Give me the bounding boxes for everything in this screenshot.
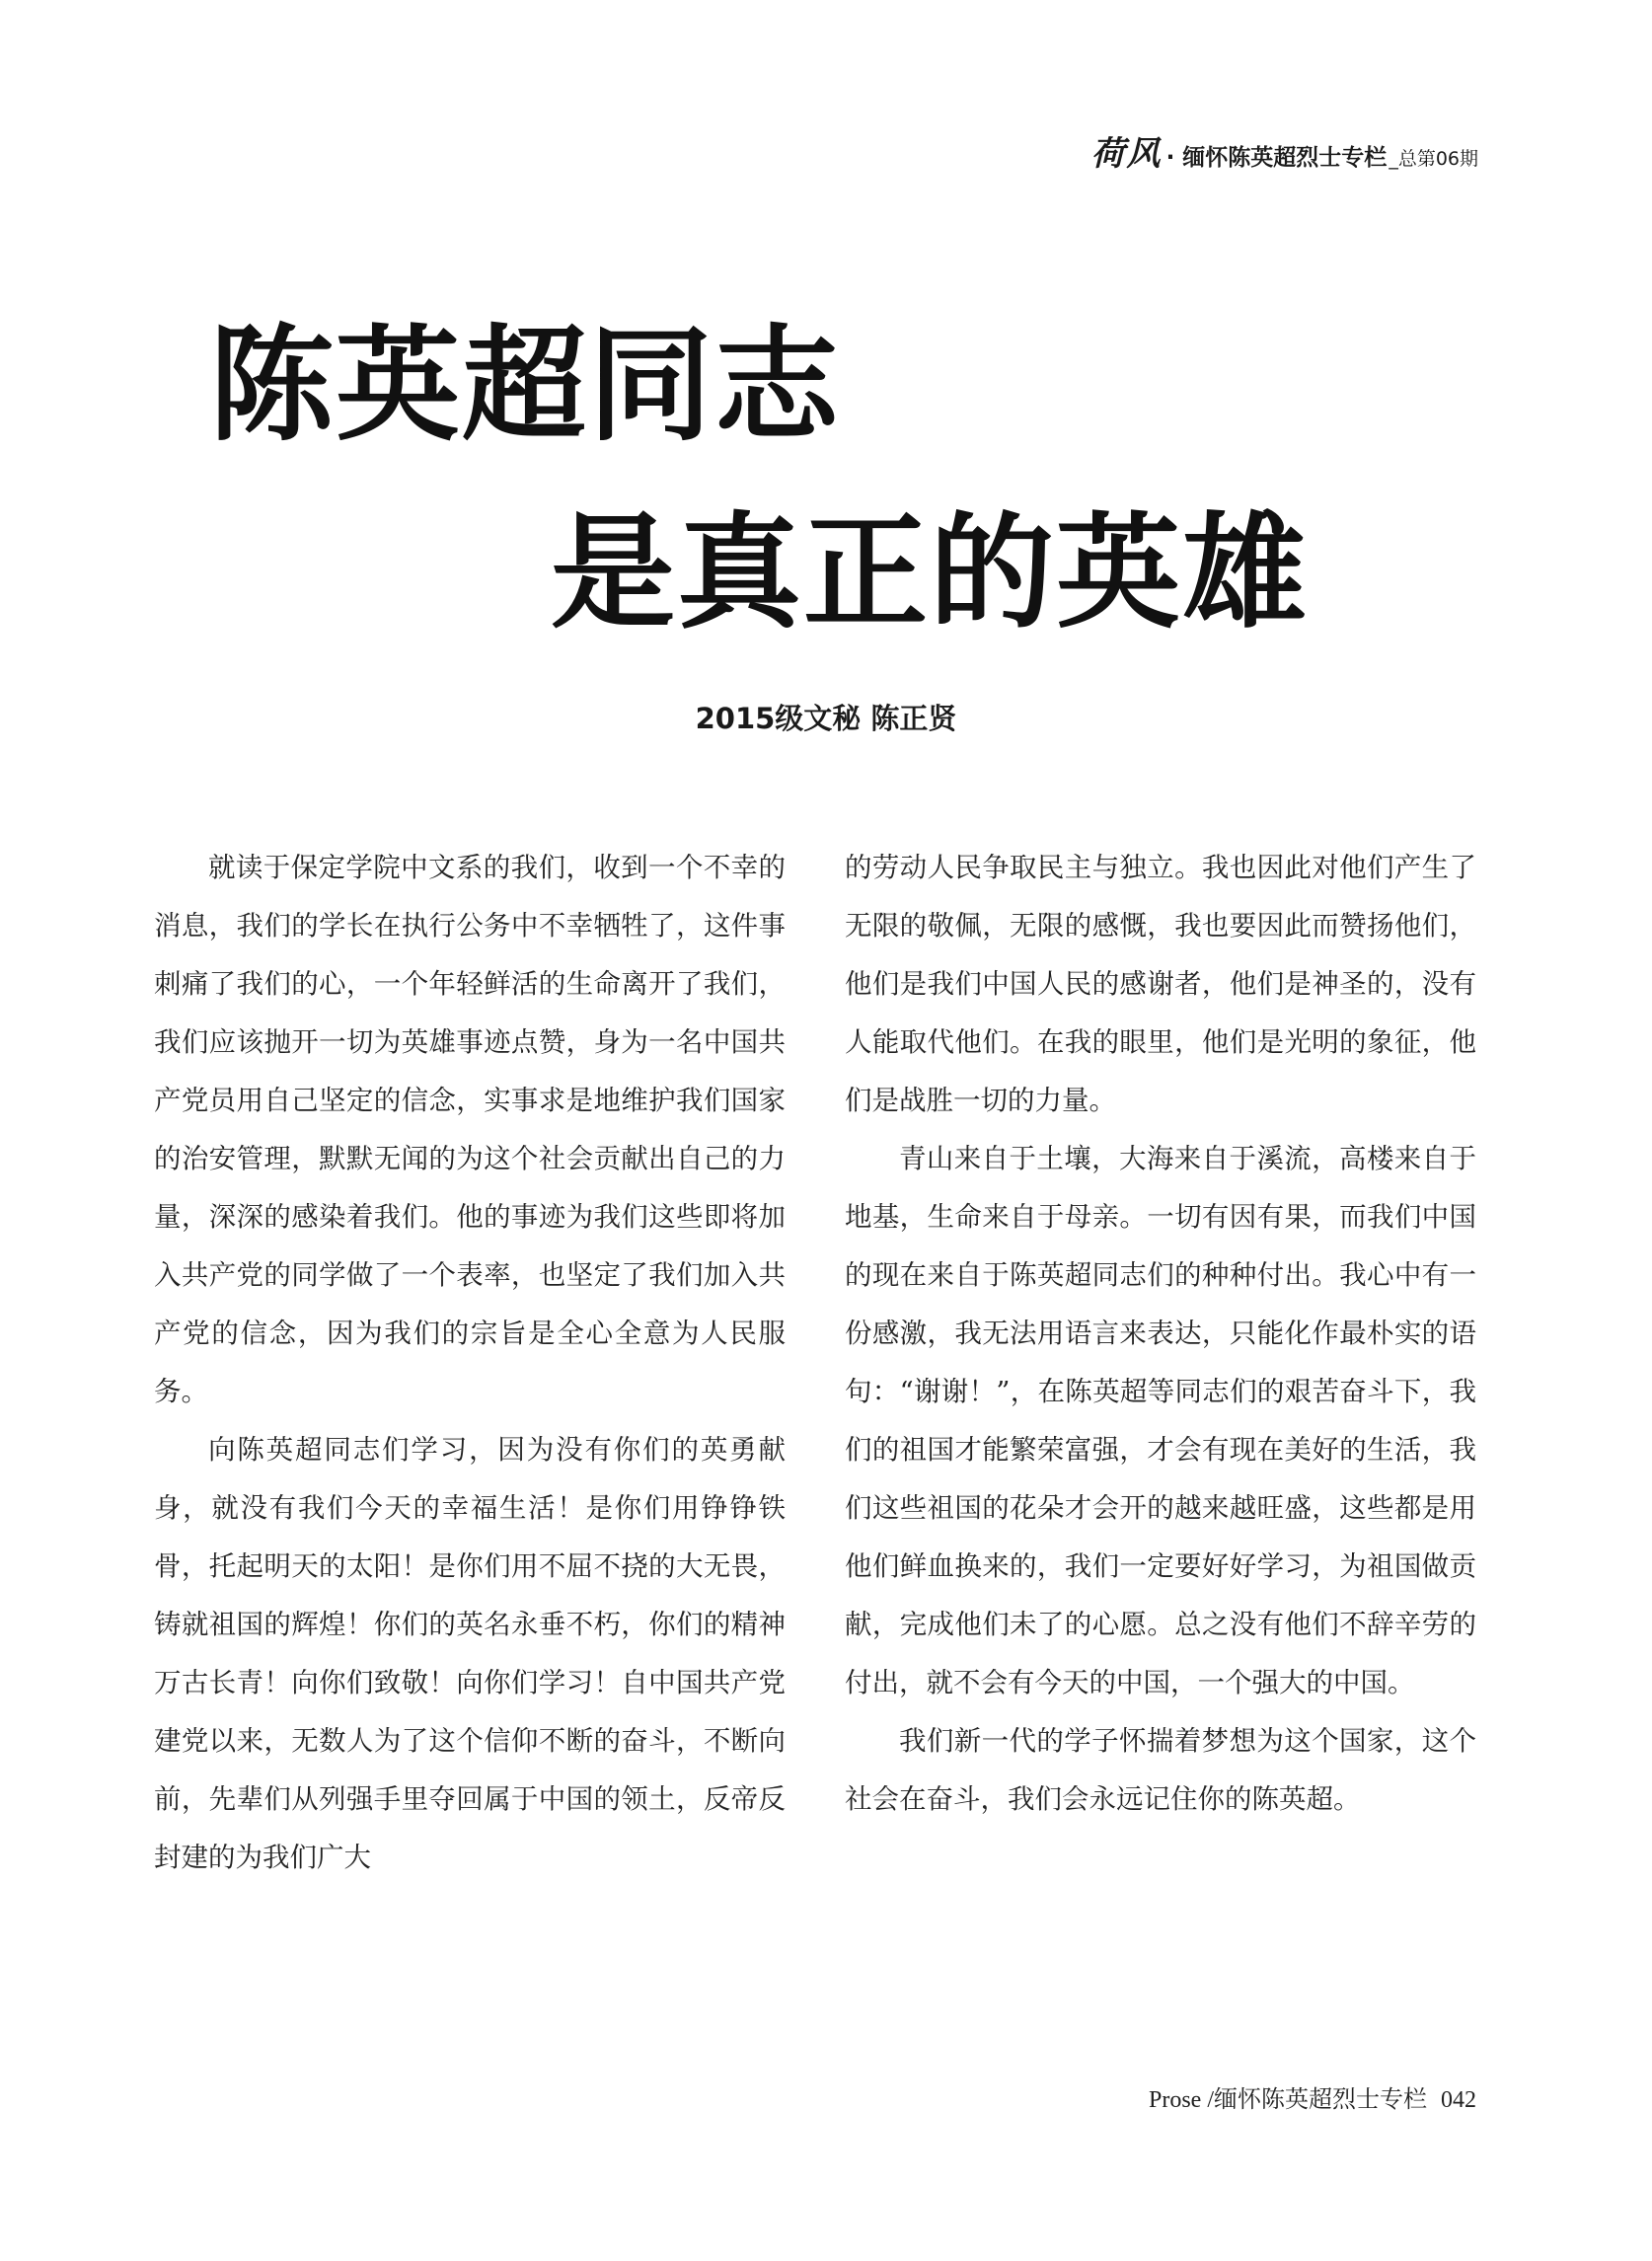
article-title-line-1: 陈英超同志 — [209, 313, 841, 458]
article-byline: 2015级文秘 陈正贤 — [695, 702, 957, 735]
body-paragraph-continued: 的劳动人民争取民主与独立。我也因此对他们产生了无限的敬佩，无限的感慨，我也要因此而赞扬他们，他们是我们中国人民的感谢者，他们是神圣的，没有人能取代他们。在我的眼里，他们是光明的象征，他们是战胜一切的力量。 — [845, 852, 1476, 1116]
running-header — [1091, 126, 1478, 175]
footer-section: Prose /缅怀陈英超烈士专栏 — [1149, 2087, 1427, 2113]
magazine-logo: 荷风 — [1090, 134, 1163, 174]
body-paragraph: 向陈英超同志们学习，因为没有你们的英勇献身，就没有我们今天的幸福生活！是你们用铮铮铁骨，托起明天的太阳！是你们用不屈不挠的大无畏，铸就祖国的辉煌！你们的英名永垂不朽，你们的精神万古长青！向你们致敬！向你们学习！自中国共产党建党以来，无数人为了这个信仰不断的奋斗，不断向前，先辈们从列强手里夺回属于中国的领土，反帝反封建的为我们广大 — [154, 1434, 786, 1873]
page-number: 042 — [1441, 2087, 1476, 2113]
body-paragraph: 青山来自于土壤，大海来自于溪流，高楼来自于地基，生命来自于母亲。一切有因有果，而我们中国的现在来自于陈英超同志们的种种付出。我心中有一份感激，我无法用语言来表达，只能化作最朴实的语句：“谢谢！”，在陈英超等同志们的艰苦奋斗下，我们的祖国才能繁荣富强，才会有现在美好的生活，我们这些祖国的花朵才会开的越来越旺盛，这些都是用他们鲜血换来的，我们一定要好好学习，为祖国做贡献，完成他们未了的心愿。总之没有他们不辞辛劳的付出，就不会有今天的中国，一个强大的中国。 — [845, 1143, 1476, 1698]
body-column-left — [154, 839, 786, 1887]
body-column-right — [845, 839, 1476, 1829]
column-name: · 缅怀陈英超烈士专栏 — [1165, 145, 1388, 171]
issue-number: _总第06期 — [1389, 148, 1478, 170]
page-footer — [1149, 2079, 1476, 2114]
body-paragraph: 我们新一代的学子怀揣着梦想为这个国家，这个社会在奋斗，我们会永远记住你的陈英超。 — [845, 1725, 1476, 1815]
article-title-line-2: 是真正的英雄 — [551, 500, 1309, 645]
body-paragraph: 就读于保定学院中文系的我们，收到一个不幸的消息，我们的学长在执行公务中不幸牺牲了，这件事刺痛了我们的心，一个年轻鲜活的生命离开了我们，我们应该抛开一切为英雄事迹点赞，身为一名中国共产党员用自己坚定的信念，实事求是地维护我们国家的治安管理，默默无闻的为这个社会贡献出自己的力量，深深的感染着我们。他的事迹为我们这些即将加入共产党的同学做了一个表率，也坚定了我们加入共产党的信念，因为我们的宗旨是全心全意为人民服务。 — [154, 852, 786, 1407]
